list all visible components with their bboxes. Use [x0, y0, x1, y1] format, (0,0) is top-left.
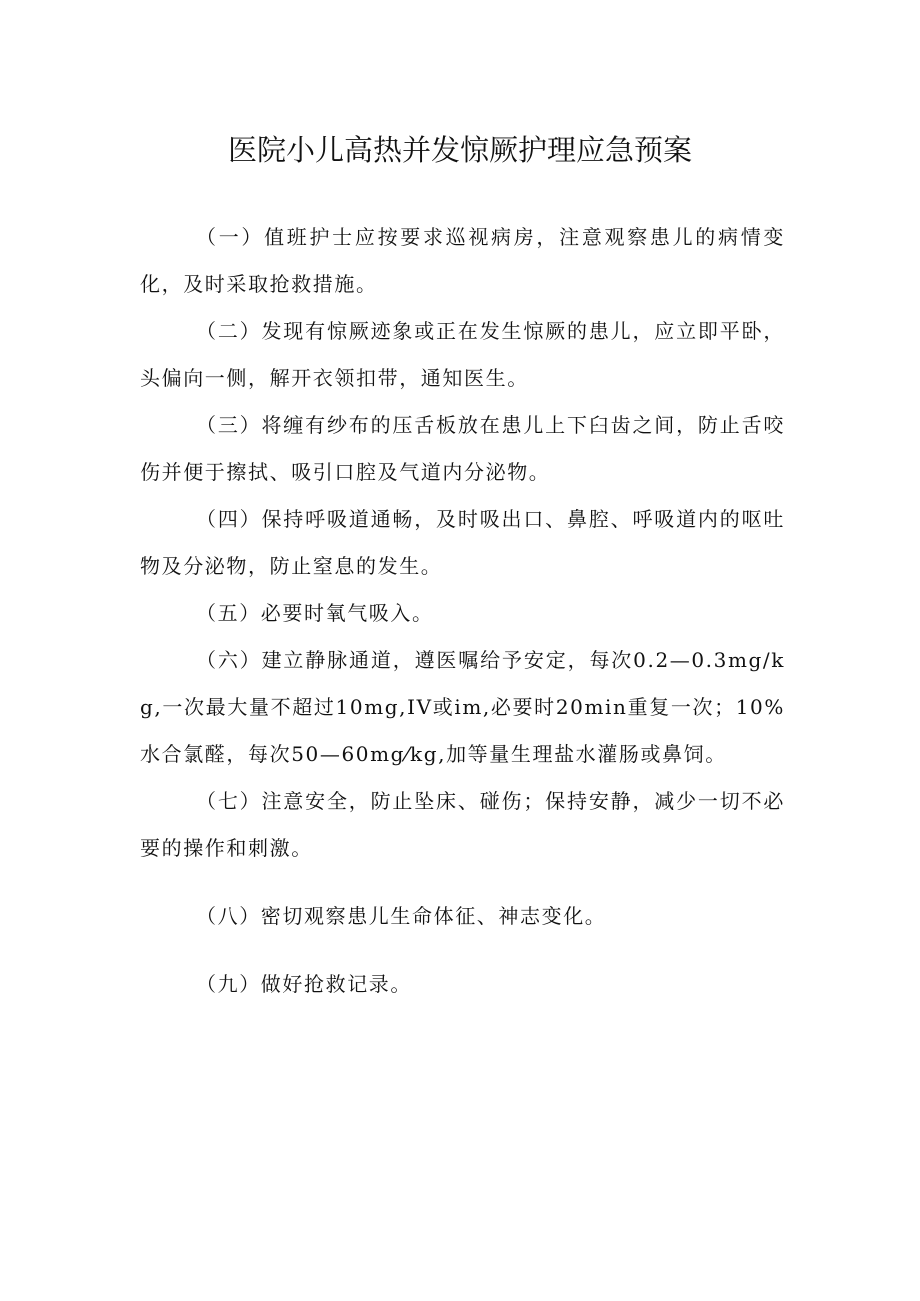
paragraph-8: （八）密切观察患儿生命体征、神志变化。	[196, 904, 607, 928]
paragraph-4: （四）保持呼吸道通畅，及时吸出口、鼻腔、呼吸道内的呕吐物及分泌物，防止窒息的发生。	[140, 507, 785, 578]
paragraph-5: （五）必要时氧气吸入。	[196, 601, 434, 625]
paragraph-3: （三）将缠有纱布的压舌板放在患儿上下臼齿之间，防止舌咬伤并便于擦拭、吸引口腔及气道内分泌物。	[140, 413, 785, 484]
paragraph-9: （九）做好抢救记录。	[196, 972, 412, 996]
document-body	[140, 214, 785, 1008]
paragraph-6: （六）建立静脉通道，遵医嘱给予安定，每次0.2—0.3mg/kg,一次最大量不超过10mg,IV或im,必要时20min重复一次；10%水合氯醛，每次50—60mg⁄kg,加等量生理盐水灌肠或鼻饲。	[140, 648, 785, 766]
paragraph-2: （二）发现有惊厥迹象或正在发生惊厥的患儿，应立即平卧，头偏向一侧，解开衣领扣带，通知医生。	[140, 319, 785, 390]
document-title: 医院小儿高热并发惊厥护理应急预案	[227, 133, 692, 167]
paragraph-7: （七）注意安全，防止坠床、碰伤；保持安静，减少一切不必要的操作和刺激。	[140, 789, 785, 860]
paragraph-1: （一）值班护士应按要求巡视病房，注意观察患儿的病情变化，及时采取抢救措施。	[140, 225, 785, 296]
